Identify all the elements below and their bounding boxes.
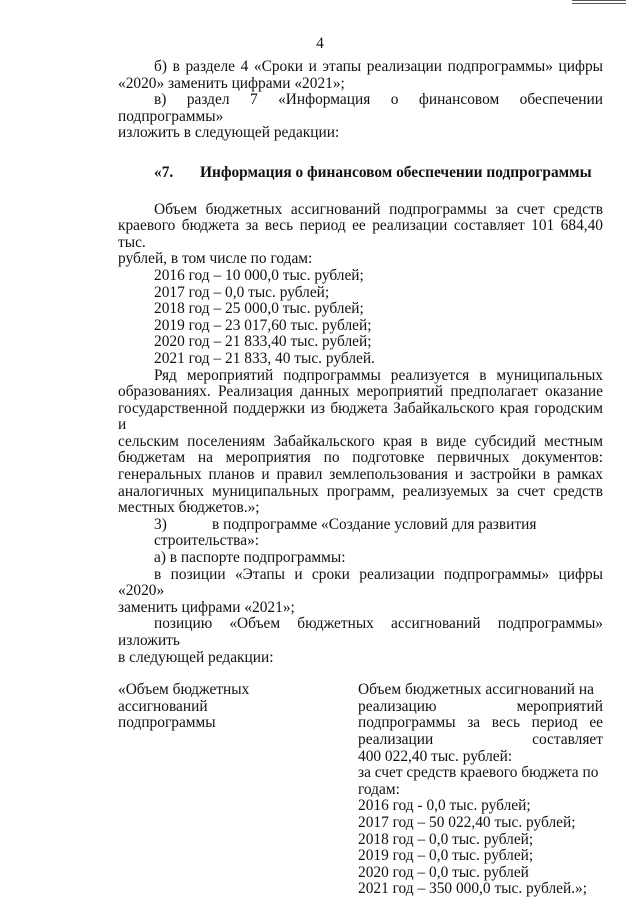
left-cell-line: «Объем бюджетных — [118, 681, 250, 699]
right-cell-year: 2016 год - 0,0 тыс. рублей; — [358, 797, 531, 815]
document-body — [118, 59, 603, 898]
budget-year-item: 2016 год – 10 000,0 тыс. рублей; — [154, 266, 364, 284]
measures-line: Ряд мероприятий подпрограммы реализуется в муниципальных — [154, 366, 603, 384]
para-b-line2: «2020» заменить цифрами «2021»; — [118, 74, 345, 92]
budget-year-item: 2018 год – 25 000,0 тыс. рублей; — [154, 300, 364, 318]
para-v-line2: изложить в следующей редакции: — [118, 124, 340, 142]
right-cell-year: 2018 год – 0,0 тыс. рублей; — [358, 830, 534, 848]
para-v-line1: в) раздел 7 «Информация о финансовом обеспечении подпрограммы» — [118, 91, 603, 125]
right-cell-line: реализации составляет — [358, 730, 603, 748]
section-heading — [118, 165, 603, 182]
corner-scan-mark — [572, 0, 626, 8]
measures-line: местных бюджетов.»; — [118, 499, 260, 517]
budget-line2: краевого бюджета за весь период ее реализации составляет 101 684,40 тыс. — [118, 217, 603, 251]
item3-position-line1: в позиции «Этапы и сроки реализации подпрограммы» цифры «2020» — [118, 565, 603, 600]
budget-year-item: 2019 год – 23 017,60 тыс. рублей; — [154, 316, 372, 334]
budget-years-list — [118, 268, 603, 368]
right-cell-line: за счет средств краевого бюджета по — [358, 764, 599, 782]
right-cell-line: реализацию мероприятий — [358, 697, 603, 715]
right-cell-year: 2017 год – 50 022,40 тыс. рублей; — [358, 813, 576, 831]
passport-table-left-cell — [118, 682, 358, 898]
budget-line1: Объем бюджетных ассигнований подпрограммы за счет средств — [154, 200, 603, 218]
budget-year-item: 2017 год – 0,0 тыс. рублей; — [154, 283, 330, 301]
measures-line: образованиях. Реализация данных мероприятий предполагает оказание — [118, 383, 603, 401]
right-cell-line: годам: — [358, 780, 400, 798]
item3-volume-line2: в следующей редакции: — [118, 648, 274, 666]
passport-table — [118, 682, 603, 898]
right-cell-line: Объем бюджетных ассигнований на — [358, 681, 594, 699]
passport-table-right-cell — [358, 682, 603, 898]
budget-year-item: 2020 год – 21 833,40 тыс. рублей; — [154, 333, 372, 351]
measures-line: генеральных планов и правил землепользования и застройки в рамках — [118, 466, 603, 484]
item3-a: а) в паспорте подпрограммы: — [154, 549, 346, 567]
item3-text: в подпрограмме «Создание условий для развития строительства»: — [154, 515, 537, 550]
item3-number: 3) — [154, 515, 167, 533]
budget-line3: рублей, в том числе по годам: — [118, 250, 313, 268]
para-b-line1: б) в разделе 4 «Сроки и этапы реализации подпрограммы» цифры — [154, 58, 603, 75]
section-title: Информация о финансовом обеспечении подпрограммы — [200, 163, 592, 181]
measures-line: бюджетам на мероприятия по подготовке первичных документов: — [118, 449, 603, 467]
measures-line: сельским поселениям Забайкальского края в виде субсидий местным — [118, 432, 603, 450]
measures-line: аналогичных муниципальных программ, реализуемых за счет средств — [118, 482, 603, 500]
right-cell-year: 2020 год – 0,0 тыс. рублей — [358, 863, 529, 881]
item3-line — [118, 517, 603, 550]
left-cell-line: подпрограммы — [118, 714, 216, 732]
item3-volume-line1: позицию «Объем бюджетных ассигнований подпрограммы» изложить — [118, 615, 603, 649]
right-cell-year: 2021 год – 350 000,0 тыс. рублей.»; — [358, 880, 588, 898]
right-cell-line: подпрограммы за весь период ее — [358, 714, 603, 732]
measures-line: государственной поддержки из бюджета Забайкальского края городским и — [118, 399, 603, 434]
section-number: «7. — [154, 163, 174, 181]
page-number: 4 — [316, 35, 324, 52]
left-cell-line: ассигнований — [118, 697, 208, 715]
item3-position-line2: заменить цифрами «2021»; — [118, 598, 295, 616]
budget-year-item: 2021 год – 21 833, 40 тыс. рублей. — [154, 349, 375, 367]
right-cell-year: 2019 год – 0,0 тыс. рублей; — [358, 847, 534, 865]
right-cell-line: 400 022,40 тыс. рублей: — [358, 747, 513, 765]
